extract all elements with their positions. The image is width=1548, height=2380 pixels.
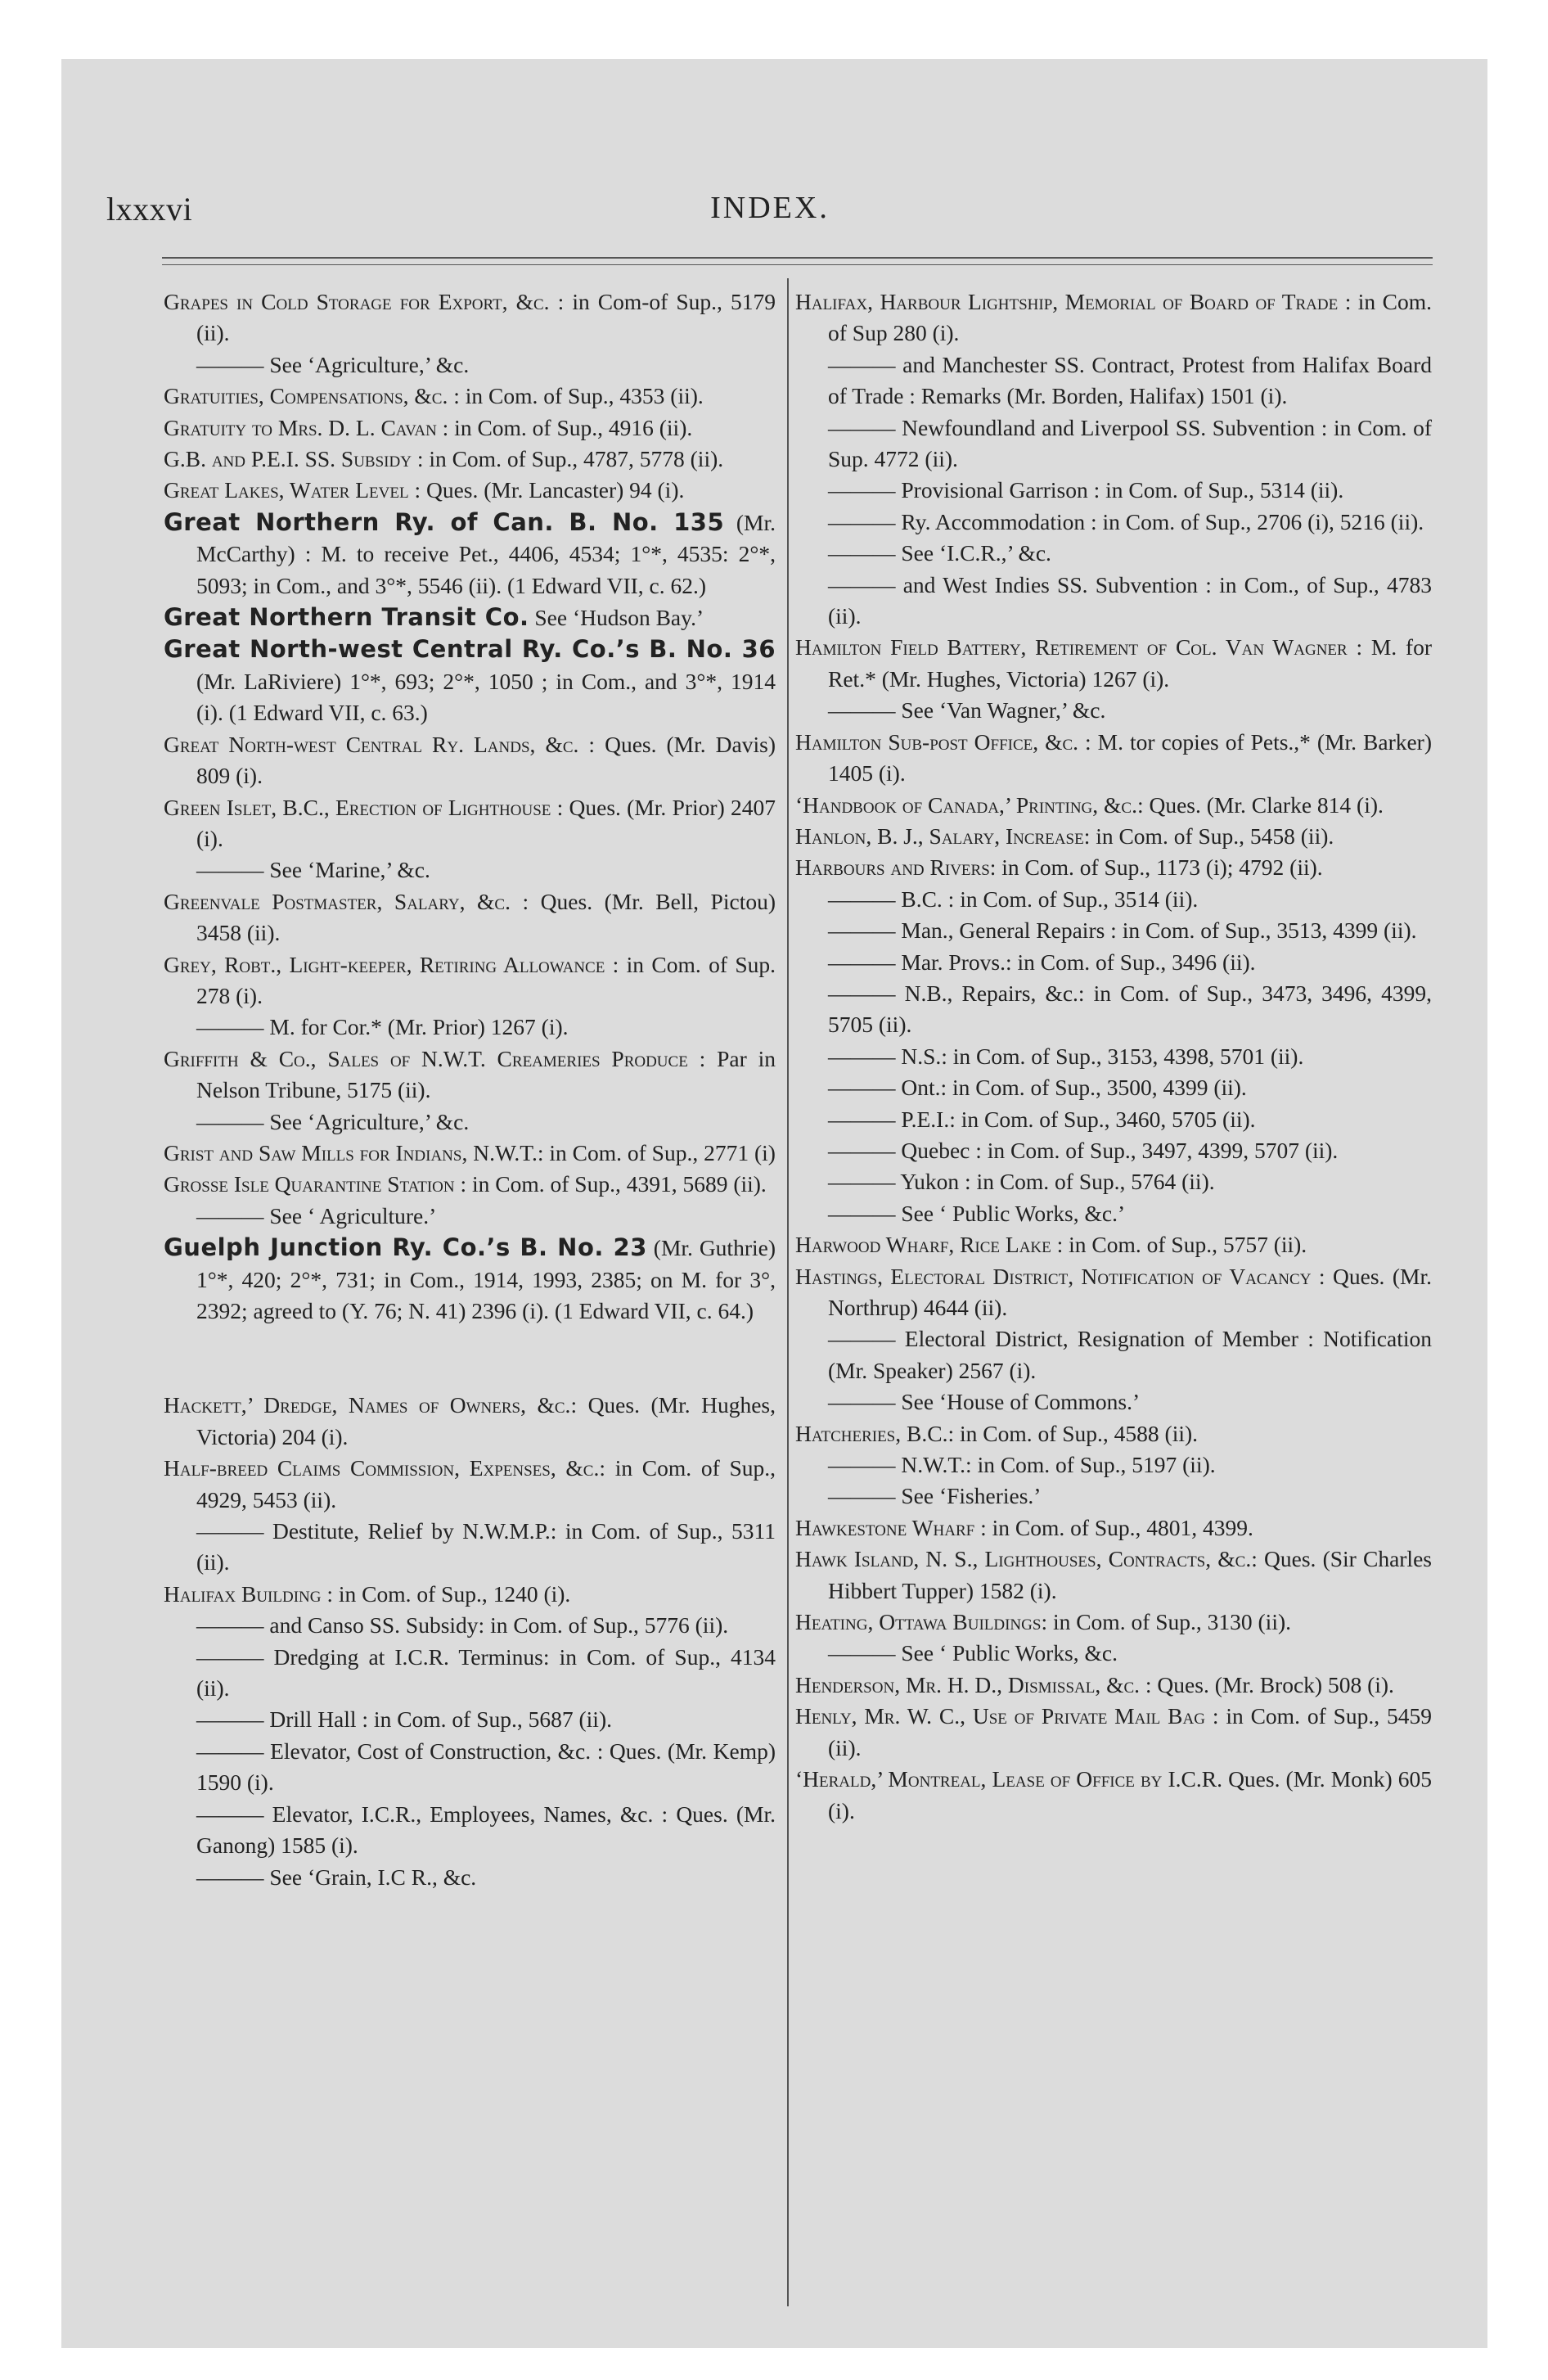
entry-reference: : Ques. (Mr. Hughes, Victoria) 204 (i). (196, 1392, 776, 1449)
entry-reference: (Mr. LaRiviere) 1°*, 693; 2°*, 1050 ; in Com., and 3°*, 1914 (i). (1 Edward VII, c. 63.) (196, 668, 776, 726)
index-entry (164, 286, 776, 349)
entry-reference: See ‘Hudson Bay.’ (529, 605, 704, 631)
entry-heading: Harbours and Rivers (795, 854, 990, 881)
sub-entry-text: ——— N.S.: in Com. of Sup., 3153, 4398, 5701 (ii). (828, 1043, 1304, 1069)
entry-heading: Hackett,’ Dredge, Names of Owners, &c. (164, 1392, 571, 1418)
sub-entry-text: ——— See ‘Van Wagner,’ &c. (828, 697, 1106, 723)
entry-heading: Great Lakes, Water Level (164, 477, 409, 503)
index-entry (164, 1012, 776, 1043)
entry-heading: Halifax Building (164, 1580, 322, 1607)
index-entry (164, 1201, 776, 1232)
sub-entry-text: ——— Destitute, Relief by N.W.M.P.: in Com. of Sup., 5311 (ii). (196, 1518, 776, 1575)
index-entry (795, 947, 1432, 978)
entry-reference: : Ques. (Mr. Bell, Pictou) 3458 (ii). (196, 888, 776, 946)
index-entry (164, 1044, 776, 1107)
sub-entry-text: ——— M. for Cor.* (Mr. Prior) 1267 (i). (196, 1014, 569, 1040)
sub-entry-text: ——— See ‘Agriculture,’ &c. (196, 1108, 470, 1134)
entry-reference: : in Com. of Sup., 1173 (i); 4792 (ii). (989, 854, 1323, 881)
entry-heading: Great Northern Transit Co. (164, 603, 529, 632)
entry-heading: Grosse Isle Quarantine Station (164, 1171, 455, 1197)
entry-heading: Guelph Junction Ry. Co.’s B. No. 23 (164, 1233, 647, 1262)
sub-entry-text: ——— Man., General Repairs : in Com. of Sup., 3513, 4399 (ii). (828, 917, 1417, 944)
entry-heading: Great North-west Central Ry. Lands, &c. (164, 731, 579, 757)
entry-reference: : in Com. of Sup., 4916 (ii). (436, 414, 693, 440)
sub-entry-text: ——— See ‘Marine,’ &c. (196, 857, 430, 883)
entry-heading: Hamilton Sub-post Office, &c. (795, 728, 1079, 755)
entry-heading: Grey, Robt., Light-keeper, Retiring Allowance (164, 951, 605, 977)
index-entry (795, 1544, 1432, 1607)
index-entry (164, 1736, 776, 1799)
entry-reference: : in Com-of Sup., 5179 (ii). (196, 289, 776, 346)
entry-heading: Gratuity to Mrs. D. L. Cavan (164, 414, 437, 440)
entry-heading: Gratuities, Compensations, &c. (164, 383, 448, 409)
index-entry (164, 1453, 776, 1516)
sub-entry-text: ——— N.B., Repairs, &c.: in Com. of Sup., 3473, 3496, 4399, 5705 (ii). (828, 980, 1432, 1038)
index-entry (795, 790, 1432, 821)
entry-heading: ‘Handbook of Canada,’ Printing, &c. (795, 791, 1137, 818)
index-entry (164, 633, 776, 728)
sub-entry-text: ——— See ‘ Public Works, &c. (828, 1640, 1118, 1666)
index-entry (164, 1138, 776, 1169)
entry-reference: Ques. (Mr. Monk) 605 (i). (828, 1766, 1432, 1823)
index-entry (164, 602, 776, 633)
index-entry (164, 1232, 776, 1327)
entry-reference: : Ques. (Mr. Prior) 2407 (i). (196, 794, 776, 851)
header-rule (162, 257, 1433, 259)
entry-reference: : Ques. (Mr. Northrup) 4644 (ii). (828, 1263, 1432, 1320)
index-entry (795, 915, 1432, 946)
entry-heading: ‘Herald,’ Montreal, Lease of Office by I.C.R. (795, 1766, 1222, 1792)
sub-entry-text: ——— Ont.: in Com. of Sup., 3500, 4399 (ii). (828, 1075, 1247, 1101)
entry-reference: : M. tor copies of Pets.,* (Mr. Barker) 1405 (i). (828, 728, 1432, 787)
entry-heading: Great Northern Ry. of Can. B. No. 135 (164, 507, 725, 536)
sub-entry-text: ——— See ‘I.C.R.,’ &c. (828, 540, 1051, 566)
entry-heading: Greenvale Postmaster, Salary, &c. (164, 888, 511, 914)
sub-entry-text: ——— Drill Hall : in Com. of Sup., 5687 (ii). (196, 1706, 612, 1733)
index-entry (164, 1516, 776, 1579)
page-header (106, 190, 1433, 239)
sub-entry-text: ——— Elevator, I.C.R., Employees, Names, &c. : Ques. (Mr. Ganong) 1585 (i). (196, 1801, 776, 1859)
sub-entry-text: ——— and Canso SS. Subsidy: in Com. of Sup., 5776 (ii). (196, 1612, 729, 1639)
index-entry (795, 475, 1432, 506)
page-number: lxxxvi (106, 191, 193, 228)
entry-reference: : Ques. (Mr. Clarke 814 (i). (1136, 791, 1384, 818)
index-entry (795, 1041, 1432, 1072)
index-entry (795, 1512, 1432, 1544)
index-entry (795, 570, 1432, 633)
sub-entry-text: ——— Elevator, Cost of Construction, &c. : Ques. (Mr. Kemp) 1590 (i). (196, 1738, 776, 1796)
index-entry (164, 886, 776, 949)
sub-entry-text: ——— B.C. : in Com. of Sup., 3514 (ii). (828, 886, 1199, 912)
header-rule-thin (162, 264, 1433, 265)
index-entry (164, 507, 776, 602)
index-entry (164, 1799, 776, 1862)
entry-reference: : in Com. of Sup., 1240 (i). (321, 1580, 571, 1607)
sub-entry-text: ——— P.E.I.: in Com. of Sup., 3460, 5705 (ii). (828, 1106, 1256, 1132)
sub-entry-text: ——— and Manchester SS. Contract, Protest from Halifax Board of Trade : Remarks (Mr. Borden, Halifax) 1501 (i). (828, 351, 1432, 409)
index-entry (795, 1135, 1432, 1166)
entry-reference: : in Com. of Sup., 4353 (ii). (448, 383, 704, 409)
index-entry (164, 1390, 776, 1453)
index-entry (795, 1104, 1432, 1135)
index-entry (795, 1607, 1432, 1638)
index-entry (795, 538, 1432, 569)
entry-reference: : M. for Ret.* (Mr. Hughes, Victoria) 1267 (i). (828, 634, 1432, 692)
entry-heading: Hanlon, B. J., Salary, Increase (795, 823, 1084, 849)
index-entry (164, 349, 776, 381)
index-entry (164, 1642, 776, 1705)
index-column-right (795, 286, 1432, 1827)
sub-entry-text: ——— N.W.T.: in Com. of Sup., 5197 (ii). (828, 1452, 1216, 1478)
index-entry (795, 412, 1432, 476)
index-entry (795, 1418, 1432, 1449)
entry-heading: Henly, Mr. W. C., Use of Private Mail Bag (795, 1703, 1205, 1729)
sub-entry-text: ——— See ‘Agriculture,’ &c. (196, 351, 470, 377)
section-gap (164, 1327, 776, 1390)
entry-heading: Griffith & Co., Sales of N.W.T. Creameries Produce (164, 1045, 688, 1071)
entry-reference: : Ques. (Mr. Brock) 508 (i). (1140, 1671, 1394, 1697)
index-entry (795, 1198, 1432, 1229)
entry-heading: Hamilton Field Battery, Retirement of Col. Van Wagner (795, 634, 1348, 660)
entry-reference: : in Com. of Sup., 4391, 5689 (ii). (454, 1171, 767, 1197)
entry-reference: : Ques. (Mr. Lancaster) 94 (i). (408, 477, 685, 503)
index-entry (164, 1169, 776, 1200)
entry-heading: Hastings, Electoral District, Notification of Vacancy (795, 1263, 1312, 1289)
index-entry (164, 475, 776, 506)
index-entry (795, 632, 1432, 695)
sub-entry-text: ——— Quebec : in Com. of Sup., 3497, 4399, 5707 (ii). (828, 1137, 1339, 1163)
index-entry (795, 1261, 1432, 1324)
entry-heading: Half-breed Claims Commission, Expenses, &c. (164, 1455, 600, 1481)
index-entry (795, 1670, 1432, 1701)
sub-entry-text: ——— Yukon : in Com. of Sup., 5764 (ii). (828, 1169, 1215, 1195)
sub-entry-text: ——— See ‘House of Commons.’ (828, 1389, 1141, 1415)
sub-entry-text: ——— Dredging at I.C.R. Terminus: in Com. of Sup., 4134 (ii). (196, 1643, 776, 1702)
entry-heading: Grist and Saw Mills for Indians, N.W.T. (164, 1139, 538, 1165)
entry-heading: Halifax, Harbour Lightship, Memorial of Board of Trade (795, 289, 1339, 314)
index-entry (164, 381, 776, 412)
index-entry (164, 729, 776, 792)
index-entry (164, 1107, 776, 1138)
index-entry (164, 1610, 776, 1641)
sub-entry-text: ——— Provisional Garrison : in Com. of Sup., 5314 (ii). (828, 477, 1344, 503)
index-entry (164, 1862, 776, 1893)
index-entry (795, 1323, 1432, 1386)
sub-entry-text: ——— Newfoundland and Liverpool SS. Subvention : in Com. of Sup. 4772 (ii). (828, 414, 1432, 472)
index-entry (795, 978, 1432, 1041)
index-entry (795, 1764, 1432, 1827)
entry-reference: : Ques. (Sir Charles Hibbert Tupper) 1582 (i). (828, 1546, 1432, 1603)
entry-heading: Grapes in Cold Storage for Export, &c. (164, 289, 550, 314)
entry-reference: : in Com. of Sup., 4787, 5778 (ii). (411, 446, 724, 472)
index-entry (795, 695, 1432, 726)
index-entry (164, 1704, 776, 1735)
sub-entry-text: ——— Electoral District, Resignation of Member : Notification (Mr. Speaker) 2567 (i). (828, 1326, 1432, 1383)
entry-heading: G.B. and P.E.I. SS. Subsidy (164, 446, 412, 472)
entry-reference: : in Com. of Sup., 3130 (ii). (1041, 1609, 1291, 1635)
index-entry (795, 1166, 1432, 1197)
entry-reference: : Par in Nelson Tribune, 5175 (ii). (196, 1045, 776, 1103)
entry-reference: : in Com. of Sup., 4801, 4399. (974, 1514, 1253, 1540)
sub-entry-text: ——— See ‘Fisheries.’ (828, 1483, 1042, 1509)
sub-entry-text: ——— See ‘ Agriculture.’ (196, 1202, 437, 1228)
page-title: INDEX. (710, 191, 830, 225)
entry-reference: : in Com. of Sup. 278 (i). (196, 951, 776, 1008)
index-entry (795, 1449, 1432, 1481)
index-entry (164, 412, 776, 444)
entry-heading: Great North-west Central Ry. Co.’s B. No. 36 (164, 635, 776, 664)
index-column-left (164, 286, 776, 1893)
entry-reference: : Ques. (Mr. Davis) 809 (i). (196, 731, 776, 789)
index-entry (795, 1072, 1432, 1103)
entry-heading: Hawkestone Wharf (795, 1514, 975, 1540)
entry-heading: Harwood Wharf, Rice Lake (795, 1232, 1051, 1258)
entry-reference: : in Com. of Sup., 2771 (i) (537, 1139, 776, 1165)
entry-reference: : in Com. of Sup., 4588 (ii). (947, 1420, 1199, 1446)
index-entry (795, 1481, 1432, 1512)
entry-reference: (Mr. McCarthy) : M. to receive Pet., 4406, 4534; 1°*, 4535: 2°*, 5093; in Com., and 3°*, 5546 (ii). (1 Edward VII, c. 62.) (196, 509, 776, 598)
entry-reference: : in Com. of Sup., 4929, 5453 (ii). (196, 1455, 776, 1512)
entry-heading: Green Islet, B.C., Erection of Lighthouse (164, 794, 551, 820)
sub-entry-text: ——— See ‘Grain, I.C R., &c. (196, 1864, 477, 1890)
index-entry (164, 949, 776, 1012)
index-entry (795, 1638, 1432, 1669)
index-entry (795, 852, 1432, 883)
index-entry (795, 349, 1432, 412)
index-entry (795, 1386, 1432, 1418)
index-entry (795, 1229, 1432, 1260)
entry-heading: Heating, Ottawa Buildings (795, 1609, 1042, 1635)
entry-reference: (Mr. Guthrie) 1°*, 420; 2°*, 731; in Com., 1914, 1993, 2385; on M. for 3°, 2392; agreed to (Y. 76; N. 41) 2396 (i). (1 Edward VII, c. 64.) (196, 1235, 776, 1323)
index-entry (795, 286, 1432, 349)
entry-reference: : in Com. of Sup., 5458 (ii). (1083, 823, 1334, 849)
index-entry (164, 854, 776, 886)
entry-heading: Henderson, Mr. H. D., Dismissal, &c. (795, 1671, 1141, 1697)
entry-heading: Hatcheries, B.C. (795, 1420, 948, 1446)
entry-reference: : in Com. of Sup 280 (i). (828, 289, 1432, 346)
sub-entry-text: ——— Ry. Accommodation : in Com. of Sup., 2706 (i), 5216 (ii). (828, 508, 1424, 534)
sub-entry-text: ——— Mar. Provs.: in Com. of Sup., 3496 (ii). (828, 949, 1256, 975)
index-entry (164, 792, 776, 855)
sub-entry-text: ——— See ‘ Public Works, &c.’ (828, 1200, 1126, 1226)
entry-reference: : in Com. of Sup., 5459 (ii). (828, 1703, 1433, 1760)
index-entry (164, 444, 776, 475)
index-entry (795, 884, 1432, 915)
index-entry (795, 821, 1432, 852)
sub-entry-text: ——— and West Indies SS. Subvention : in Com., of Sup., 4783 (ii). (828, 571, 1432, 629)
column-divider (787, 278, 789, 2306)
index-entry (795, 1701, 1432, 1764)
index-entry (164, 1579, 776, 1610)
entry-reference: : in Com. of Sup., 5757 (ii). (1051, 1232, 1307, 1258)
entry-heading: Hawk Island, N. S., Lighthouses, Contracts, &c. (795, 1546, 1252, 1572)
index-entry (795, 507, 1432, 538)
index-entry (795, 727, 1432, 790)
